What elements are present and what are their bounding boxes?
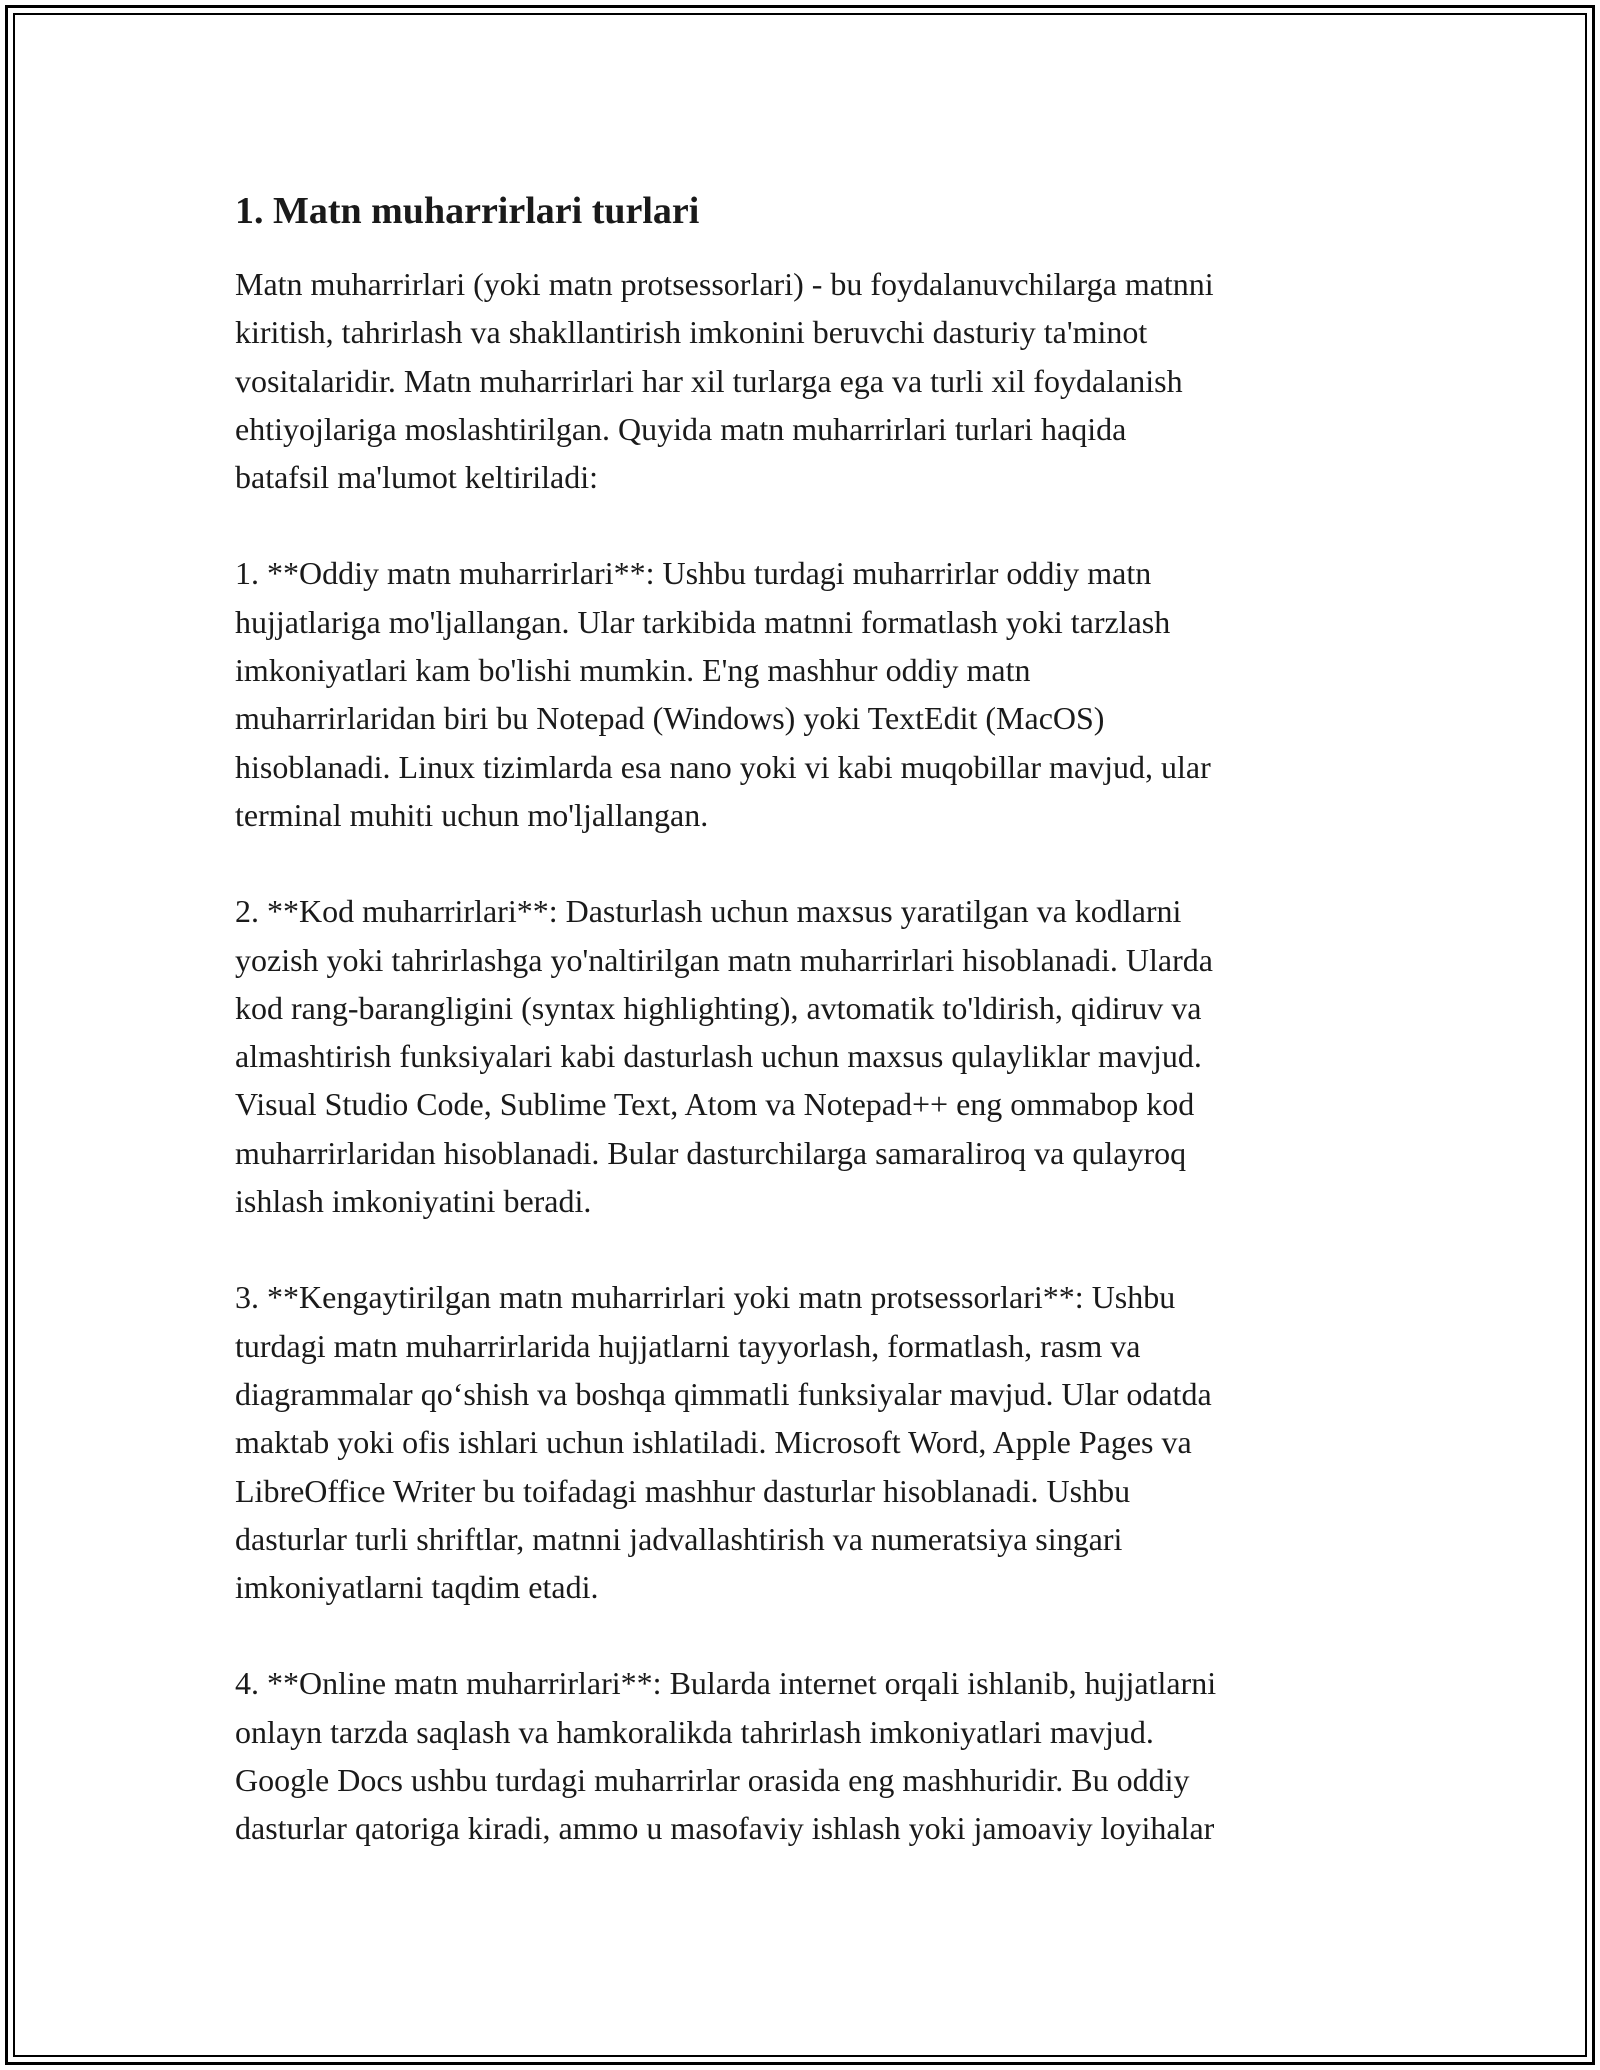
text-line: vositalaridir. Matn muharrirlari har xil turlarga ega va turli xil foydalanish <box>235 362 1183 399</box>
text-line: ishlash imkoniyatini beradi. <box>235 1183 592 1220</box>
text-line: Visual Studio Code, Sublime Text, Atom va Notepad++ eng ommabop kod <box>235 1086 1195 1123</box>
text-line: Google Docs ushbu turdagi muharrirlar orasida eng mashhuridir. Bu oddiy <box>235 1762 1190 1799</box>
text-line: kod rang-barangligini (syntax highlighting), avtomatik to'ldirish, qidiruv va <box>235 989 1202 1026</box>
text-line: imkoniyatlarni taqdim etadi. <box>235 1569 599 1606</box>
text-line: kiritish, tahrirlash va shakllantirish imkonini beruvchi dasturiy ta'minot <box>235 314 1148 351</box>
document-body <box>235 186 1385 1901</box>
document-title: 1. Matn muharrirlari turlari <box>235 190 700 232</box>
text-line: batafsil ma'lumot keltiriladi: <box>235 459 599 496</box>
text-line: maktab yoki ofis ishlari uchun ishlatiladi. Microsoft Word, Apple Pages va <box>235 1424 1192 1461</box>
text-line: hisoblanadi. Linux tizimlarda esa nano yoki vi kabi muqobillar mavjud, ular <box>235 748 1211 785</box>
text-line: hujjatlariga mo'ljallangan. Ular tarkibida matnni formatlash yoki tarzlash <box>235 603 1171 640</box>
text-line: 1. **Oddiy matn muharrirlari**: Ushbu turdagi muharrirlar oddiy matn <box>235 555 1152 592</box>
text-line: onlayn tarzda saqlash va hamkoralikda tahrirlash imkoniyatlari mavjud. <box>235 1713 1154 1750</box>
paragraph-1 <box>235 260 1385 501</box>
text-line: LibreOffice Writer bu toifadagi mashhur dasturlar hisoblanadi. Ushbu <box>235 1472 1131 1509</box>
paragraph-3 <box>235 887 1385 1225</box>
text-line: diagrammalar qo‘shish va boshqa qimmatli funksiyalar mavjud. Ular odatda <box>235 1375 1212 1412</box>
text-line: Matn muharrirlari (yoki matn protsessorlari) - bu foydalanuvchilarga matnni <box>235 266 1214 302</box>
text-line: ehtiyojlariga moslashtirilgan. Quyida matn muharrirlari turlari haqida <box>235 410 1127 447</box>
paragraph-2 <box>235 549 1385 839</box>
text-line: 3. **Kengaytirilgan matn muharrirlari yoki matn protsessorlari**: Ushbu <box>235 1279 1176 1316</box>
paragraph-5 <box>235 1659 1385 1852</box>
paragraph-list <box>235 260 1385 1853</box>
text-line: dasturlar turli shriftlar, matnni jadvallashtirish va numeratsiya singari <box>235 1520 1123 1557</box>
text-line: almashtirish funksiyalari kabi dasturlash uchun maxsus qulayliklar mavjud. <box>235 1038 1202 1075</box>
text-line: dasturlar qatoriga kiradi, ammo u masofaviy ishlash yoki jamoaviy loyihalar <box>235 1810 1215 1847</box>
text-line: terminal muhiti uchun mo'ljallangan. <box>235 796 709 833</box>
text-line: muharrirlaridan biri bu Notepad (Windows) yoki TextEdit (MacOS) <box>235 700 1105 737</box>
text-line: turdagi matn muharrirlarida hujjatlarni tayyorlash, formatlash, rasm va <box>235 1327 1141 1364</box>
text-line: muharrirlaridan hisoblanadi. Bular dasturchilarga samaraliroq va qulayroq <box>235 1134 1187 1171</box>
text-line: yozish yoki tahrirlashga yo'naltirilgan matn muharrirlari hisoblanadi. Ularda <box>235 941 1213 978</box>
paragraph-4 <box>235 1273 1385 1611</box>
text-line: 4. **Online matn muharrirlari**: Bularda internet orqali ishlanib, hujjatlarni <box>235 1665 1217 1702</box>
text-line: 2. **Kod muharrirlari**: Dasturlash uchun maxsus yaratilgan va kodlarni <box>235 893 1182 930</box>
text-line: imkoniyatlari kam bo'lishi mumkin. E'ng mashhur oddiy matn <box>235 652 1031 689</box>
